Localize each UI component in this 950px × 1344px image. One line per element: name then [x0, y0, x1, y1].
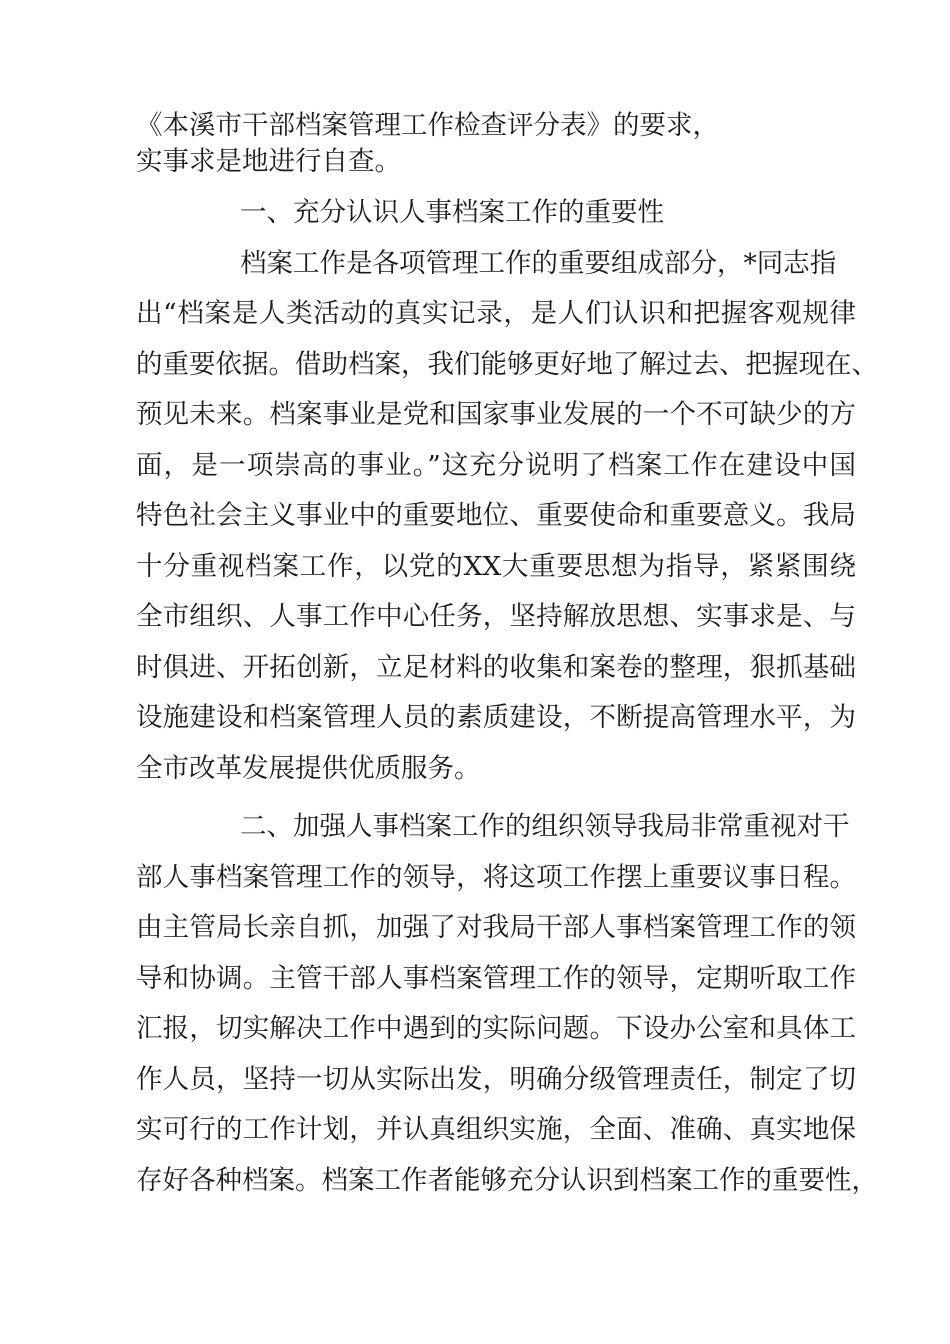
paragraph-line: 十分重视档案工作，以党的XX大重要思想为指导，紧紧围绕: [136, 550, 856, 582]
paragraph-line: 存好各种档案。档案工作者能够充分认识到档案工作的重要性，: [136, 1164, 878, 1196]
paragraph-line: 设施建设和档案管理人员的素质建设，不断提高管理水平，为: [136, 702, 856, 733]
paragraph-line: 特色社会主义事业中的重要地位、重要使命和重要意义。我局: [136, 500, 856, 531]
paragraph-line: 时俱进、开拓创新，立足材料的收集和案卷的整理，狠抓基础: [136, 651, 856, 683]
intro-line: 实事求是地进行自查。: [136, 146, 401, 177]
paragraph-one: [136, 239, 878, 795]
paragraph-line: 部人事档案管理工作的领导，将这项工作摆上重要议事日程。: [136, 861, 856, 893]
paragraph-line: 面，是一项崇高的事业。”这充分说明了档案工作在建设中国: [136, 449, 856, 481]
paragraph-line: 出“档案是人类活动的真实记录，是人们认识和把握客观规律: [136, 298, 856, 329]
paragraph-line: 由主管局长亲自抓，加强了对我局干部人事档案管理工作的领: [136, 912, 856, 943]
paragraph-line: 导和协调。主管干部人事档案管理工作的领导，定期听取工作: [136, 962, 856, 994]
paragraph-line: 作人员，坚持一切从实际出发，明确分级管理责任，制定了切: [136, 1063, 856, 1095]
paragraph-two: [136, 802, 878, 1206]
paragraph-line: 的重要依据。借助档案，我们能够更好地了解过去、把握现在、: [136, 348, 878, 380]
intro-line: 《本溪市干部档案管理工作检查评分表》的要求，: [136, 110, 719, 141]
intro-paragraph: [136, 108, 856, 180]
section-heading-one: [136, 188, 856, 239]
paragraph-line: 预见未来。档案事业是党和国家事业发展的一个不可缺少的方: [136, 399, 856, 430]
paragraph-line: 档案工作是各项管理工作的重要组成部分，*同志指: [240, 247, 837, 279]
document-body: [136, 108, 878, 1206]
paragraph-line: 汇报，切实解决工作中遇到的实际问题。下设办公室和具体工: [136, 1013, 856, 1044]
paragraph-line: 全市组织、人事工作中心任务，坚持解放思想、实事求是、与: [136, 601, 856, 632]
section-heading-text: 一、充分认识人事档案工作的重要性: [240, 197, 664, 228]
paragraph-line: 实可行的工作计划，并认真组织实施，全面、准确、真实地保: [136, 1114, 856, 1145]
paragraph-line: 全市改革发展提供优质服务。: [136, 752, 481, 784]
paragraph-line: 二、加强人事档案工作的组织领导我局非常重视对干: [240, 811, 850, 842]
